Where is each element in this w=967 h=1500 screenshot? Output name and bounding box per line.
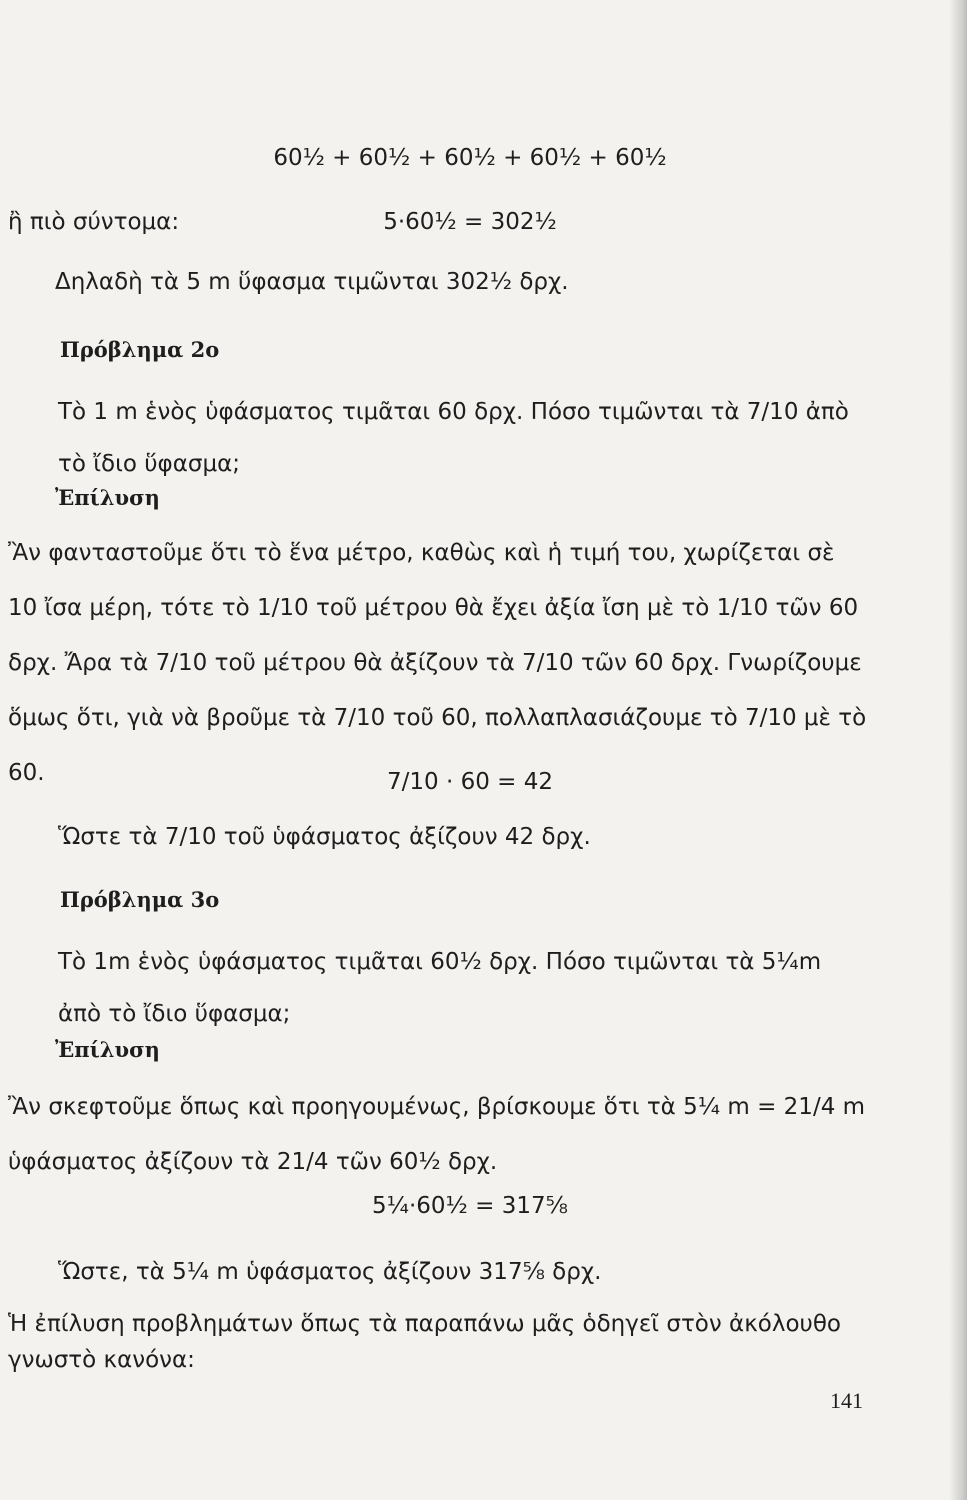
result-line: Ὥστε, τὰ 5¼ m ὑφάσματος ἀξίζουν 317⅝ δρχ. <box>58 1259 602 1285</box>
solution-text: Ἂν φανταστοῦμε ὅτι τὸ ἕνα μέτρο, καθὼς καὶ ἡ τιμή του, χωρίζεται σὲ 10 ἴσα μέρη, τότε τὸ 1/10 τοῦ μέτρου θὰ ἔχει ἀξία ἴση μὲ τὸ 1/10 τῶν 60 δρχ. Ἄρα τὰ 7/10 τοῦ μέτρου θὰ ἀξίζουν τὰ 7/10 τῶν 60 δρχ. Γνωρίζουμε ὅμως ὅτι, γιὰ νὰ βροῦμε τὰ 7/10 τοῦ 60, πολλαπλασιάζουμε τὸ 7/10 μὲ τὸ 60. <box>8 540 867 786</box>
equation-mixed: 5¼·60½ = 317⅝ <box>372 1193 568 1219</box>
result-line: Ὥστε τὰ 7/10 τοῦ ὑφάσματος ἀξίζουν 42 δρχ. <box>58 824 591 850</box>
equation-product: 5·60½ = 302½ <box>383 209 557 235</box>
closing-text: Ἡ ἐπίλυση προβλημάτων ὅπως τὰ παραπάνω μᾶς ὁδηγεῖ στὸν ἀκόλουθο γνωστὸ κανόνα: <box>8 1311 841 1373</box>
page-number: 141 <box>830 1388 863 1413</box>
equation-sum: 60½ + 60½ + 60½ + 60½ + 60½ <box>273 145 667 171</box>
solution-title: Ἐπίλυση <box>55 485 160 510</box>
page-edge-shadow <box>949 0 967 1500</box>
problem-text: Τὸ 1m ἑνὸς ὑφάσματος τιμᾶται 60½ δρχ. Πόσο τιμῶνται τὰ 5¼m ἀπὸ τὸ ἴδιο ὕφασμα; <box>58 949 822 1027</box>
solution-title: Ἐπίλυση <box>55 1037 160 1062</box>
solution-text: Ἂν σκεφτοῦμε ὅπως καὶ προηγουμένως, βρίσκουμε ὅτι τὰ 5¼ m = 21/4 m ὑφάσματος ἀξίζουν τὰ 21/4 τῶν 60½ δρχ. <box>8 1094 866 1175</box>
problem-text: Τὸ 1 m ἑνὸς ὑφάσματος τιμᾶται 60 δρχ. Πόσο τιμῶνται τὰ 7/10 ἀπὸ τὸ ἴδιο ὕφασμα; <box>58 399 849 477</box>
equation-fraction: 7/10 · 60 = 42 <box>386 769 553 795</box>
text-line: ἢ πιὸ σύντομα: <box>8 209 180 235</box>
problem-title: Πρόβλημα 3ο <box>60 887 220 912</box>
problem-title: Πρόβλημα 2ο <box>60 337 220 362</box>
result-line: Δηλαδὴ τὰ 5 m ὕφασμα τιμῶνται 302½ δρχ. <box>55 269 569 295</box>
